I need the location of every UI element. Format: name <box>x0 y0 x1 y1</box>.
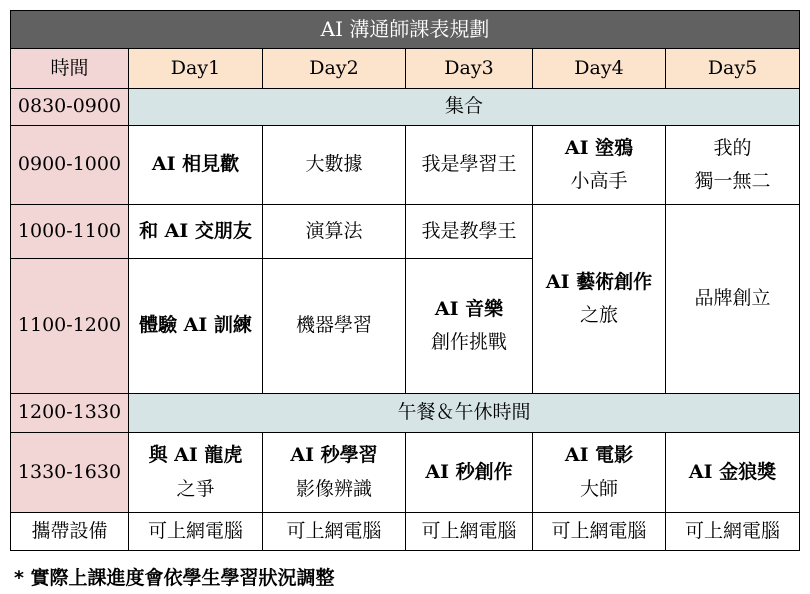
cell-1100-day2: 機器學習 <box>263 259 406 394</box>
time-1000: 1000-1100 <box>11 205 129 259</box>
time-1330: 1330-1630 <box>11 433 129 513</box>
cell-1330-day2-line1: AI 秒學習 <box>290 444 378 467</box>
cell-1000-day3: 我是教學王 <box>406 205 533 259</box>
time-1100: 1100-1200 <box>11 259 129 394</box>
time-header: 時間 <box>11 49 129 89</box>
cell-1330-day1-line2: 之爭 <box>176 477 215 500</box>
cell-0900-day4 <box>533 126 666 205</box>
cell-1330-day2-line2: 影像辨識 <box>295 477 372 500</box>
lunch-cell: 午餐＆午休時間 <box>129 394 800 433</box>
time-0900: 0900-1000 <box>11 126 129 205</box>
cell-1330-day3: AI 秒創作 <box>406 433 533 513</box>
cell-1330-day1 <box>129 433 263 513</box>
cell-1330-day4 <box>533 433 666 513</box>
cell-1100-day1: 體驗 AI 訓練 <box>129 259 263 394</box>
cell-0900-day5-line2: 獨一無二 <box>694 170 771 192</box>
day4-header: Day4 <box>533 49 666 89</box>
day3-header: Day3 <box>406 49 533 89</box>
cell-1000-day4-line2: 之旅 <box>579 304 618 326</box>
equipment-label: 攜帶設備 <box>11 513 129 551</box>
cell-1000-day1: 和 AI 交朋友 <box>129 205 263 259</box>
table-title: AI 溝通師課表規劃 <box>11 11 800 49</box>
equip-day4: 可上網電腦 <box>533 513 666 551</box>
schedule-table <box>10 10 800 551</box>
cell-1330-day1-line1: 與 AI 龍虎 <box>148 444 243 467</box>
cell-1100-day3-line1: AI 音樂 <box>434 297 504 320</box>
cell-1000-1200-day4 <box>533 205 666 394</box>
equip-day1: 可上網電腦 <box>129 513 263 551</box>
cell-1000-day2: 演算法 <box>263 205 406 259</box>
cell-1100-day3-line2: 創作挑戰 <box>430 331 507 353</box>
cell-1000-1200-day5: 品牌創立 <box>666 205 800 394</box>
footnote: * 實際上課進度會依學生學習狀況調整 <box>14 567 335 589</box>
day2-header: Day2 <box>263 49 406 89</box>
cell-0900-day1: AI 相見歡 <box>129 126 263 205</box>
equip-day2: 可上網電腦 <box>263 513 406 551</box>
time-0830: 0830-0900 <box>11 89 129 126</box>
day1-header: Day1 <box>129 49 263 89</box>
cell-0900-day4-line1: AI 塗鴉 <box>564 136 634 159</box>
cell-1000-day4-line1: AI 藝術創作 <box>545 270 653 293</box>
cell-1330-day4-line2: 大師 <box>579 477 618 500</box>
cell-1330-day5: AI 金狼獎 <box>666 433 800 513</box>
cell-0900-day5-line1: 我的 <box>713 136 752 159</box>
assembly-cell: 集合 <box>129 89 800 126</box>
cell-0900-day5 <box>666 126 800 205</box>
cell-1330-day2 <box>263 433 406 513</box>
equip-day5: 可上網電腦 <box>666 513 800 551</box>
cell-1330-day4-line1: AI 電影 <box>564 444 634 467</box>
cell-0900-day3: 我是學習王 <box>406 126 533 205</box>
cell-0900-day2: 大數據 <box>263 126 406 205</box>
cell-0900-day4-line2: 小高手 <box>570 170 628 192</box>
cell-1100-day3 <box>406 259 533 394</box>
equip-day3: 可上網電腦 <box>406 513 533 551</box>
time-1200: 1200-1330 <box>11 394 129 433</box>
day5-header: Day5 <box>666 49 800 89</box>
